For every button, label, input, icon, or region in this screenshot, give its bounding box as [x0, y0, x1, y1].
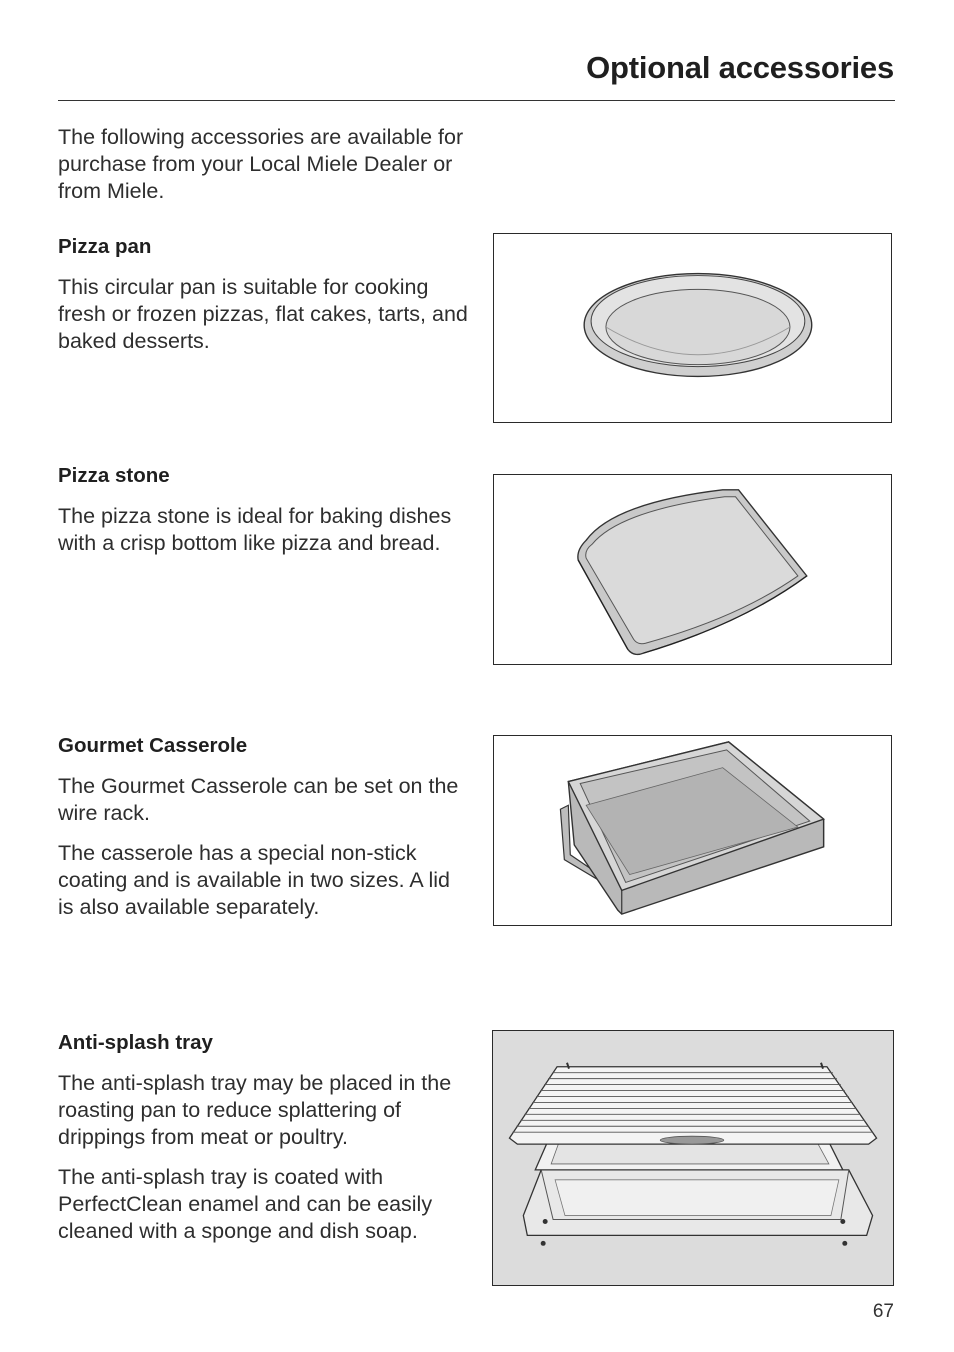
pizza-stone-icon	[494, 475, 891, 664]
intro-text: The following accessories are available for purchase from your Local Miele Dealer or from Miele.	[58, 125, 464, 203]
page-number: 67	[872, 1301, 894, 1322]
pizza-pan-illustration	[493, 233, 892, 423]
section-heading: Pizza pan	[58, 235, 152, 258]
casserole-icon	[494, 736, 891, 925]
section-paragraph: The anti-splash tray is coated with PerfectClean enamel and can be easily cleaned with a sponge and dish soap.	[58, 1165, 433, 1243]
anti-splash-tray-icon	[493, 1031, 893, 1285]
section-paragraph: The Gourmet Casserole can be set on the wire rack.	[58, 774, 459, 825]
section-paragraph: This circular pan is suitable for cooking fresh or frozen pizzas, flat cakes, tarts, and baked desserts.	[58, 275, 468, 353]
section-heading: Pizza stone	[58, 464, 170, 487]
header-divider	[58, 100, 895, 101]
page-title: Optional accessories	[586, 50, 894, 85]
section-paragraph: The pizza stone is ideal for baking dishes with a crisp bottom like pizza and bread.	[58, 504, 452, 555]
pizza-stone-illustration	[493, 474, 892, 665]
section-pizza-stone	[58, 462, 468, 557]
section-paragraph: The casserole has a special non-stick coating and is available in two sizes. A lid is also available separately.	[58, 841, 451, 919]
section-heading: Gourmet Casserole	[58, 734, 248, 757]
section-pizza-pan	[58, 233, 468, 355]
section-paragraph: The anti-splash tray may be placed in the roasting pan to reduce splattering of drippings from meat or poultry.	[58, 1071, 452, 1149]
pizza-pan-icon	[494, 234, 891, 422]
section-heading: Anti-splash tray	[58, 1031, 213, 1054]
anti-splash-tray-illustration	[492, 1030, 894, 1286]
section-gourmet-casserole	[58, 732, 468, 921]
intro-block	[58, 124, 468, 205]
gourmet-casserole-illustration	[493, 735, 892, 926]
section-anti-splash-tray	[58, 1029, 468, 1245]
